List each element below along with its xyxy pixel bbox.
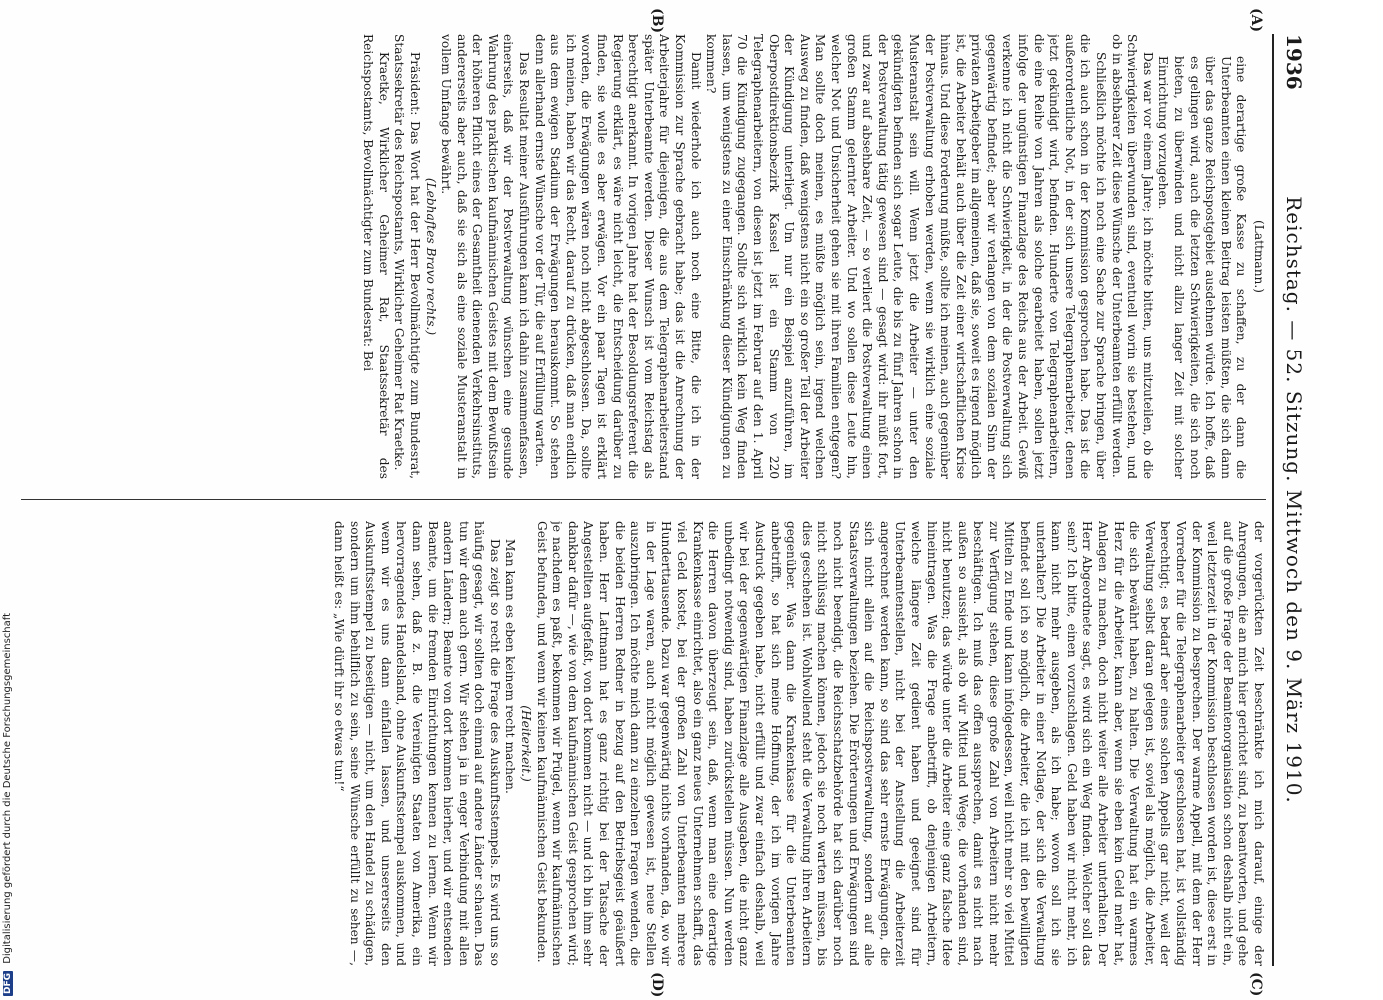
margin-letter-d: (D) — [649, 972, 665, 998]
paragraph: Man kann es eben keinem recht machen. — [503, 539, 518, 794]
paragraph: eine derartige große Kasse zu schaffen, zu der dann die Unterbeamten einen kleinen Beitrag leisten müßten, die sich dann über das ganze Reichspostgebiet ausdehnen würde. Ich hoffe, daß es gelingen wird, auch die letzten Schwierigkeiten, die sich noch bieten, zu überwinden und nicht allzu langer Zeit mit solcher Einrichtung vorzugehen. — [1156, 56, 1249, 479]
paragraph: Damit wiederhole ich auch noch eine Bitte, die ich in der Kommission zur Sprache gebracht habe; das ist die Anrechnung der Arbeiterjahre für diejenigen, die aus dem Telegraphenarbeiterstand später Unterbeamte werden. Dieser Wunsch ist vom Reichstag als berechtigt anerkannt. In vorigen Jahre hat der Besoldungsreferent die Regierung erklärt, es wäre nicht leicht, die Entscheidung darüber zu finden, sie wolle es aber erwägen. Vor ein paar Tagen ist erklärt worden, die Erwägungen wären noch nicht abgeschlossen. Da, sollte ich meinen, haben wir das Recht, darauf zu drücken, daß man endlich aus dem ewigen Stadium der Erwägungen herauskommt. So stehen denn allerhand ernste Wünsche vor der Tür, die auf Erfüllung warten. — [532, 34, 703, 479]
stage-note: (Heiterkeit.) — [519, 705, 534, 782]
margin-letter-a: (A) — [1248, 8, 1264, 33]
speaker-label: (Lattmann.) — [1252, 219, 1266, 294]
paragraph: der vorgerückten Zeit beschränkte ich mich darauf, einige der Anregungen, die an mich hier gerichtet sind, zu beantworten, und gehe auf die große Frage der Beamtenorganisation schon deshalb nicht ein, weil letzterzeit in der Kommission beschlossen worden ist, diese erst in der Kommission zu besprechen. Der warme Appell, mit dem der Herr Vorredner für die Telegraphenarbeiter geschlossen hat, ist vollständig berechtigt; es bedarf aber eines solchen Appells gar nicht, weil der Verwaltung selbst daran gelegen ist, soviel als möglich, die Arbeiter, die sich bewährt haben, zu halten. Die Verwaltung hat ein warmes Herz für die Arbeiter, kann aber, wenn sie eben kein Geld mehr hat, Anlagen zu machen, doch nicht weiter alle Arbeiter unterhalten. Der Herr Abgeordnete sagt, es wird sich ein Weg finden. Welcher soll das sein? Ich bitte, einen vorzuschlagen. Geld haben wir nicht mehr, ich kann nicht mehr ausgeben, als ich habe; wovon soll ich sie unterhalten? Die Arbeiter in einer Notlage, der sich die Verwaltung befindet soll ich so möglich, die Arbeiter, die ich mit den bewilligten Mitteln zu Ende und kann infolgedessen, weil nicht mehr so viel Mittel zur Verfügung stehen, diese große Zahl von Arbeitern nicht mehr beschäftigen. Ich muß das offen aussprechen, damit es nicht nach außen so aussieht, als ob wir Mittel und Wege, die vorhanden sind, nicht benutzen; das würde unter die Arbeiter eine ganz falsche Idee hineintragen. Was die Frage anbetrifft, ob denjenigen Arbeitern, welche längere Zeit gedient haben und geeignet sind für Unterbeamtenstellen, nicht bei der Anstellung die Arbeiterzeit angerechnet werden kann, so sind das sehr ernste Erwägungen, die sich nicht allein auf die Reichspostverwaltung, sondern auf alle Staatsverwaltungen beziehen. Die Erörterungen und Erwägungen sind noch nicht beendigt, die Reichsschatzbehörde hat sich darüber noch nicht schlüssig machen können, jedoch sie noch warten müssen, bis dies geschehen ist. Wohlwollend steht die Verwaltung ihren Arbeitern gegenüber. Was dann die Krankenkasse für die Unterbeamten anbetrifft, so hat sich meine Hoffnung, der ich im vorigen Jahre Ausdruck gegeben habe, nicht erfüllt und zwar einfach deshalb, weil wir bei der gegenwärtigen Finanzlage alle Ausgaben, die nicht ganz unbedingt notwendig sind, haben zurückstellen müssen. Nun werden die Herren davon überzeugt sein, daß, wenn man eine derartige Krankenkasse einrichtet, also ein ganz neues Unternehmen schafft, das viel Geld kostet, bei der großen Zahl von Unterbeamten mehrere Hunderttausende. Dazu war gegenwärtig nichts vorhanden, da, wo wir in der Lage waren, auch nicht möglich gewesen ist, neue Stellen auszubringen. Ich möchte mich dann zu einzelnen Fragen wenden, die die beiden Herren Redner in bezug auf den Betriebsgeist geäußert haben. Herr Lattmann hat es ganz richtig bei der Tatsache der Angestellten aufgefaßt, von dort kommen nicht — und ich bin ihm sehr dankbar dafür —, wie von dem kaufmännischen Geist gesprochen wird; je nachdem es paßt, bekommen wir Prügel, wenn wir kaufmännischen Geist befunden, und wenn wir keinen kaufmännischen Geist bekunden. — [534, 521, 1266, 966]
paragraph: Präsident: Das Wort hat der Herr Bevollmächtigte zum Bundesrat, Staatssekretär des Reichspostamts, Wirklicher Geheimer Rat Kraetke. — [392, 34, 422, 479]
paragraph: Das Resultat meiner Ausführungen kann ich dahin zusammenfassen, einerseits, daß wir der Postverwaltung wünschen eine gesunde Wahrung des praktischen kaufmännischen Geistes mit dem Bewußtsein der höheren Pflicht eines der Gesamtheit dienenden Verkehrsinstituts, andererseits aber auch, daß sie sich als eine soziale Musteranstalt in vollem Umfange bewährt. — [439, 34, 532, 479]
page-number: 1936 — [1282, 34, 1306, 90]
margin-letter-b: (B) — [649, 8, 665, 34]
page-title: Reichstag. — 52. Sitzung. Mittwoch den 9. März 1910. — [1282, 196, 1306, 804]
dfg-logo-icon: DFG — [3, 972, 13, 994]
left-column — [21, 34, 1266, 479]
page-header — [1276, 34, 1306, 966]
paragraph: Kraetke, Wirklicher Geheimer Rat, Staatssekretär des Reichspostamts, Bevollmächtigter zum Bundesrat: Bei — [361, 34, 391, 479]
header-rule — [1272, 34, 1274, 966]
paragraph: Das war vor einem Jahre; ich möchte bitten, uns mitzuteilen, ob die Schwierigkeiten überwunden sind, eventuell worin sie bestehen, und ob in absehbarer Zeit diese Wünsche der Unterbeamten erfüllt werden. — [1109, 34, 1155, 479]
paragraph: Das zeigt so recht die Frage des Auskunftsstempels. Es wird uns so häufig gesagt, wir sollten doch einmal auf andere Länder schauen. Das tun wir denn auch gern. Wir stehen ja in enger Verbindung mit allen andern Ländern; Beamte von dort kommen hierher, und wir entsenden Beamte, um die fremden Einrichtungen kennen zu lernen. Wenn wir dann sehen, daß z. B. die Vereinigten Staaten von Amerika, ein hervorragendes Handelsland, ohne Auskunftsstempel auskommen, und wenn wir es uns dann einfallen lassen, und unsererseits den Auskunftsstempel zu beseitigen — nicht, um den Handel zu schädigen, sondern um ihm behilflich zu sein, seine Wünsche erfüllt zu sehen —, dann heißt es: „Wie dürft ihr so etwas tun!“ — [331, 521, 502, 966]
column-divider — [21, 499, 1266, 500]
digitization-footer — [2, 596, 16, 996]
stage-note: (Lebhaftes Bravo rechts.) — [423, 177, 438, 336]
footer-text: Digitalisierung gefördert durch die Deutsche Forschungsgemeinschaft — [2, 612, 13, 964]
paragraph: Schließlich möchte ich noch eine Sache zur Sprache bringen, über die ich auch schon in der Kommission gesprochen habe. Das ist die außerordentliche Not, in der sich unsere Telegraphenarbeiter, denen jetzt gekündigt wird, befinden. Hunderte von Telegraphenarbeitern, die eine Reihe von Jahren als solche gearbeitet haben, sollen jetzt infolge der ungünstigen Finanzlage des Reichs aus der Arbeit. Gewiß verkenne ich nicht die Schwierigkeit, in der die Postverwaltung sich gegenwärtig befindet; aber wir verlangen von dem sozialen Sinn der privaten Arbeitgeber im allgemeinen, daß sie, soweit es irgend möglich ist, die Arbeiter behält auch über die Zeit einer wirtschaftlichen Krise hinaus. Und diese Forderung müßte, sollte ich meinen, auch gegenüber der Postverwaltung erhoben werden, wenn sie wirklich eine soziale Musteranstalt sein will. Wenn jetzt die Arbeiter — unter den gekündigten befinden sich sogar Leute, die bis zu fünf Jahren schon in der Postverwaltung tätig gewesen sind — gesagt wird: ihr müßt fort, und zwar auf absehbare Zeit, — so verliert die Postverwaltung einen großen Stamm gelernter Arbeiter. Und wo sollen diese Leute hin, welcher Not und Unsicherheit gehen sie mit ihren Familien entgegen? Man sollte doch meinen, es müßte möglich sein, irgend welchen Ausweg zu finden, daß wenigstens nicht ein so großer Teil der Arbeiter der Kündigung unterliegt. Um nur ein Beispiel anzuführen, im Oberpostdirektionsbezirk Kassel ist ein Stamm von 220 Telegraphenarbeitern, von diesen ist jetzt im Februar auf den 1. April 70 die Kündigung zugegangen. Sollte sich wirklich kein Weg finden lassen, um wenigstens zu einer Einschränkung dieser Kündigungen zu kommen? — [704, 34, 1109, 479]
right-column — [21, 521, 1266, 966]
margin-letter-c: (C) — [1248, 972, 1264, 997]
